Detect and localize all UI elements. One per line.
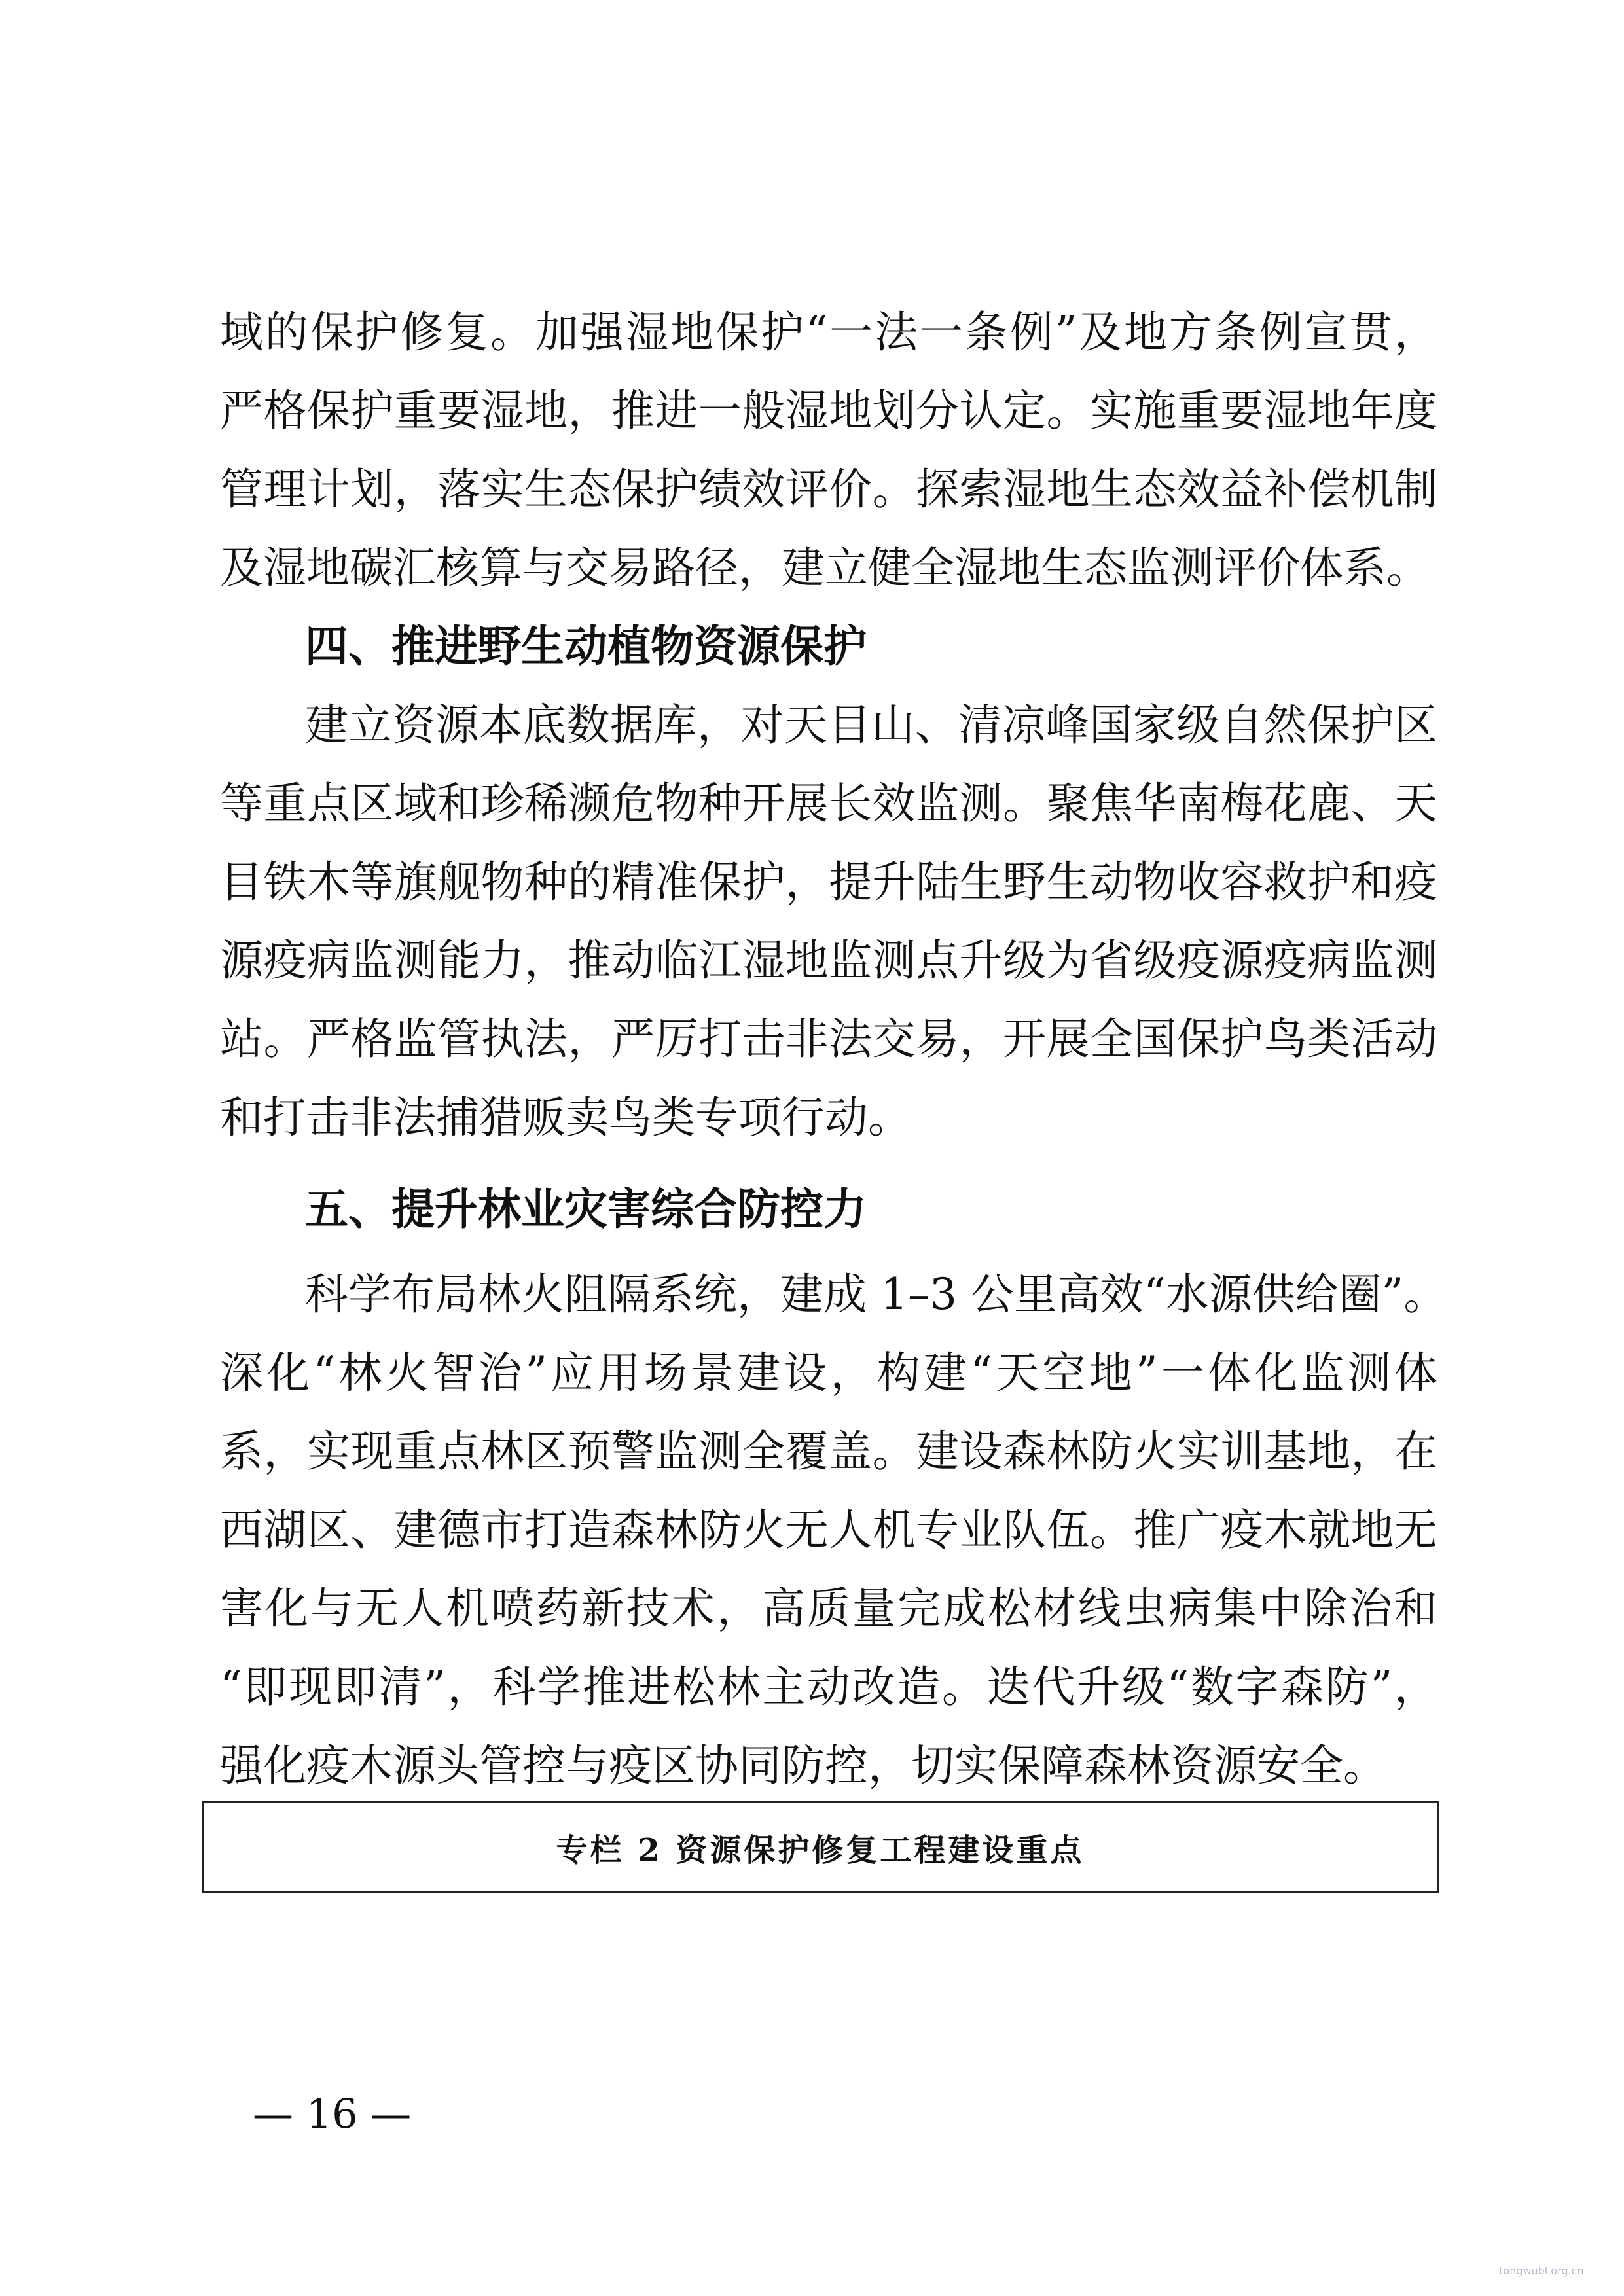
paragraph-line: 目铁木等旗舰物种的精准保护，提升陆生野生动物收容救护和疫 (220, 857, 1437, 907)
paragraph-line: 严格保护重要湿地，推进一般湿地划分认定。实施重要湿地年度 (220, 386, 1437, 436)
paragraph-line: 域的保护修复。加强湿地保护“一法一条例”及地方条例宣贯， (220, 307, 1437, 357)
paragraph-line: 管理计划，落实生态保护绩效评价。探索湿地生态效益补偿机制 (220, 464, 1437, 514)
paragraph-line: 源疫病监测能力，推动临江湿地监测点升级为省级疫源疫病监测 (220, 935, 1437, 986)
paragraph-line: “即现即清”，科学推进松林主动改造。迭代升级“数字森防”， (220, 1662, 1437, 1712)
paragraph-line: 及湿地碳汇核算与交易路径，建立健全湿地生态监测评价体系。 (220, 543, 1430, 593)
section-heading-5: 五、提升林业灾害综合防控力 (305, 1184, 867, 1234)
paragraph-line: 西湖区、建德市打造森林防火无人机专业队伍。推广疫木就地无 (220, 1505, 1437, 1555)
paragraph-line: 和打击非法捕猎贩卖鸟类专项行动。 (220, 1092, 911, 1143)
page-number: — 16 — (253, 2090, 412, 2138)
paragraph-line: 站。严格监管执法，严厉打击非法交易，开展全国保护鸟类活动 (220, 1014, 1437, 1064)
column-box-title: 专栏 2 资源保护修复工程建设重点 (556, 1831, 1085, 1869)
section-heading-4: 四、推进野生动植物资源保护 (305, 621, 867, 672)
paragraph-line: 等重点区域和珍稀濒危物种开展长效监测。聚焦华南梅花鹿、天 (220, 778, 1437, 829)
paragraph-line: 强化疫木源头管控与疫区协同防控，切实保障森林资源安全。 (220, 1740, 1386, 1791)
paragraph-line: 深化“林火智治”应用场景建设，构建“天空地”一体化监测体 (220, 1348, 1437, 1398)
column-box (202, 1801, 1439, 1893)
paragraph-line: 系，实现重点林区预警监测全覆盖。建设森林防火实训基地，在 (220, 1426, 1437, 1477)
watermark: tongwubl.org.cn (1499, 2265, 1584, 2277)
paragraph-line: 害化与无人机喷药新技术，高质量完成松材线虫病集中除治和 (220, 1583, 1437, 1634)
paragraph-line: 建立资源本底数据库，对天目山、清凉峰国家级自然保护区 (305, 700, 1437, 750)
paragraph-line: 科学布局林火阻隔系统，建成 1–3 公里高效“水源供给圈”。 (305, 1269, 1447, 1319)
